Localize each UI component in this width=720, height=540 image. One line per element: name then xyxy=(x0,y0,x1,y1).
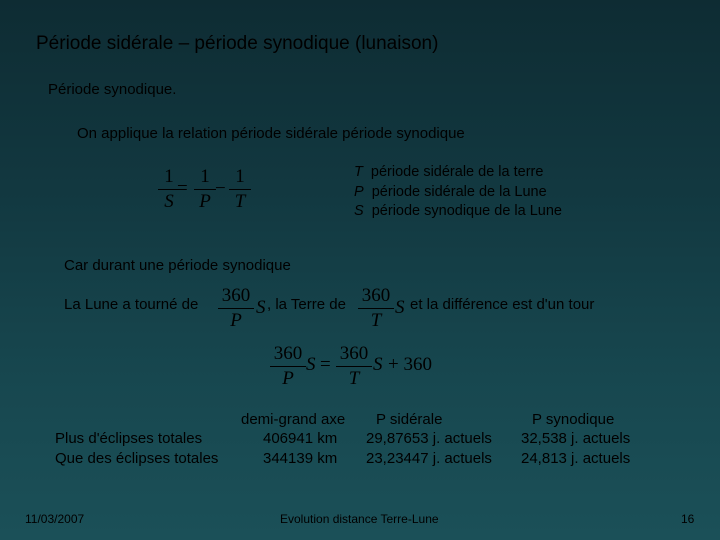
header-p-synodic: P synodique xyxy=(532,411,615,428)
numerator: 360 xyxy=(273,343,303,364)
section-subtitle: Période synodique. xyxy=(48,81,177,98)
row-label: Que des éclipses totales xyxy=(55,450,219,467)
row-label: Plus d'éclipses totales xyxy=(55,430,203,447)
header-p-sidereal: P sidérale xyxy=(376,411,443,428)
s-symbol: S xyxy=(256,297,266,318)
frac-1-over-t xyxy=(229,166,251,213)
table-cell: 29,87653 j. actuels xyxy=(366,430,492,447)
reasoning-intro: Car durant une période synodique xyxy=(64,257,291,274)
frac-360-over-p xyxy=(218,285,254,332)
plus-360: + 360 xyxy=(388,354,432,375)
intro-text: On applique la relation période sidérale période synodique xyxy=(77,125,465,142)
page-number: 16 xyxy=(681,512,695,526)
table-cell: 24,813 j. actuels xyxy=(521,450,631,467)
table-cell: 32,538 j. actuels xyxy=(521,430,631,447)
difference-text: et la différence est d'un tour xyxy=(410,296,595,313)
moon-turned-text: La Lune a tourné de xyxy=(64,296,199,313)
frac-360-over-t xyxy=(336,343,372,390)
s-symbol: S xyxy=(373,354,383,375)
footer-date: 11/03/2007 xyxy=(25,512,85,526)
denominator: T xyxy=(234,191,246,212)
fraction-bar xyxy=(270,366,306,367)
numerator: 360 xyxy=(361,285,391,306)
denominator: P xyxy=(230,310,242,331)
footer-title: Evolution distance Terre-Lune xyxy=(280,512,439,526)
equals-sign: = xyxy=(177,178,188,199)
definition-row: P période sidérale de la Lune xyxy=(354,183,547,200)
denominator: T xyxy=(370,310,382,331)
fraction-bar xyxy=(358,308,394,309)
equals-sign: = xyxy=(320,354,331,375)
frac-360-over-t xyxy=(358,285,394,332)
frac-1-over-p xyxy=(194,166,216,213)
earth-part-text: , la Terre de xyxy=(267,296,346,313)
minus-sign: − xyxy=(215,178,226,199)
numerator: 1 xyxy=(164,166,174,187)
frac-360-over-p xyxy=(270,343,306,390)
denominator: P xyxy=(199,191,211,212)
numerator: 1 xyxy=(235,166,245,187)
slide-title: Période sidérale – période synodique (lunaison) xyxy=(36,33,439,54)
fraction-bar xyxy=(229,189,251,190)
denominator: S xyxy=(164,191,174,212)
symbol-definitions xyxy=(354,163,562,222)
definition-row: S période synodique de la Lune xyxy=(354,203,562,219)
table-cell: 23,23447 j. actuels xyxy=(366,450,492,467)
numerator: 360 xyxy=(221,285,251,306)
numerator: 1 xyxy=(200,166,210,187)
numerator: 360 xyxy=(339,343,369,364)
fraction-bar xyxy=(194,189,216,190)
table-cell: 344139 km xyxy=(263,450,338,467)
s-symbol: S xyxy=(395,297,405,318)
fraction-bar xyxy=(336,366,372,367)
fraction-bar xyxy=(218,308,254,309)
denominator: P xyxy=(282,368,294,389)
definition-row: T période sidérale de la terre xyxy=(354,164,544,180)
header-semi-major-axis: demi-grand axe xyxy=(241,411,346,428)
s-symbol: S xyxy=(306,354,316,375)
table-cell: 406941 km xyxy=(263,430,338,447)
denominator: T xyxy=(348,368,360,389)
